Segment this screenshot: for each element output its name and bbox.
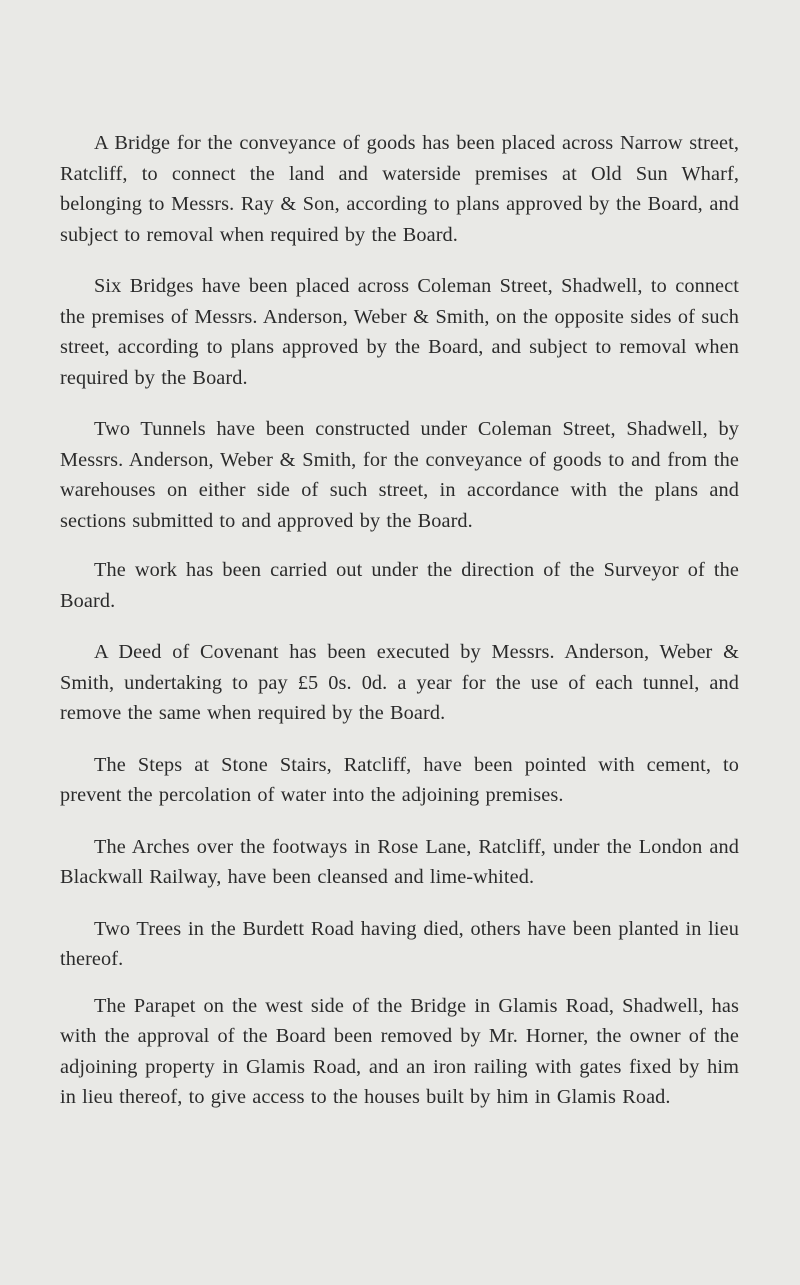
paragraph-work-direction: The work has been carried out under the direction of the Surveyor of the Board.: [60, 559, 739, 612]
document-page: [60, 128, 739, 1134]
paragraph-rose-lane-arches: The Arches over the footways in Rose Lane, Ratcliff, under the London and Blackwall Railway, have been cleansed and lime-whited.: [60, 835, 739, 888]
paragraph-deed-of-covenant: A Deed of Covenant has been executed by Messrs. Anderson, Weber & Smith, undertaking to pay £5 0s. 0d. a year for the use of each tunnel, and remove the same when required by the Board.: [60, 641, 739, 724]
paragraph-glamis-road-parapet: The Parapet on the west side of the Bridge in Glamis Road, Shadwell, has with the approval of the Board been removed by Mr. Horner, the owner of the adjoining property in Glamis Road, and an iron railing with gates fixed by him in lieu thereof, to give access to the houses built by him in Glamis Road.: [60, 994, 739, 1108]
paragraph-bridge-narrow-street: A Bridge for the conveyance of goods has been placed across Narrow street, Ratcliff, to connect the land and waterside premises at Old Sun Wharf, belonging to Messrs. Ray & Son, according to plans approved by the Board, and subject to removal when required by the Board.: [60, 132, 739, 246]
paragraph-six-bridges-coleman-street: Six Bridges have been placed across Coleman Street, Shadwell, to connect the premises of Messrs. Anderson, Weber & Smith, on the opposite sides of such street, according to plans approved by the Board, and subject to removal when required by the Board.: [60, 275, 739, 389]
paragraph-two-tunnels: Two Tunnels have been constructed under Coleman Street, Shadwell, by Messrs. Anderson, Weber & Smith, for the conveyance of goods to and from the warehouses on either side of such street, in accordance with the plans and sections submitted to and approved by the Board.: [60, 418, 739, 532]
paragraph-stone-stairs: The Steps at Stone Stairs, Ratcliff, have been pointed with cement, to prevent the percolation of water into the adjoining premises.: [60, 753, 739, 806]
paragraph-burdett-road-trees: Two Trees in the Burdett Road having died, others have been planted in lieu thereof.: [60, 917, 739, 970]
